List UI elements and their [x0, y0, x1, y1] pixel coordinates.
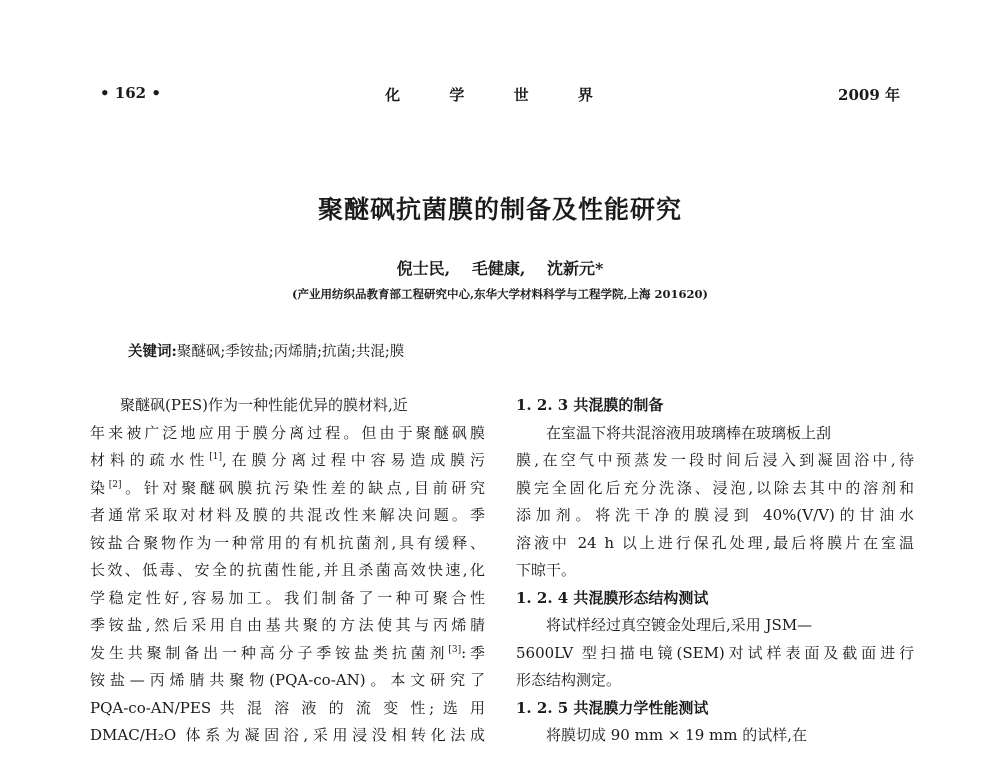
publication-year: 2009 年 — [838, 86, 900, 104]
section-heading: 1. 2. 3 共混膜的制备 — [516, 396, 664, 414]
text-line: 5600LV 型扫描电镜(SEM)对试样表面及截面进行 — [516, 643, 914, 662]
author-name: 沈新元* — [546, 259, 604, 278]
author-list — [0, 256, 1000, 279]
text-line: 学稳定性好,容易加工。我们制备了一种可聚合性 — [90, 588, 485, 607]
right-text-column — [516, 392, 914, 750]
text-line: 形态结构测定。 — [516, 671, 622, 689]
text-line: 膜,在空气中预蒸发一段时间后浸入到凝固浴中,待 — [516, 451, 914, 469]
text-line: DMAC/H₂O 体系为凝固浴,采用浸没相转化法成 — [90, 726, 485, 744]
section-heading: 1. 2. 5 共混膜力学性能测试 — [516, 698, 709, 717]
author-name: 毛健康, — [471, 259, 526, 278]
text-line: 材料的疏水性[1],在膜分离过程中容易造成膜污 — [90, 451, 485, 469]
text-line: PQA-co-AN/PES 共 混 溶 液 的 流 变 性; 选 用 — [90, 698, 485, 717]
text-line: 下晾干。 — [516, 561, 577, 579]
text-line: 长效、低毒、安全的抗菌性能,并且杀菌高效快速,化 — [90, 561, 485, 579]
text-line: 膜完全固化后充分洗涤、浸泡,以除去其中的溶剂和 — [516, 478, 914, 497]
author-name: 倪士民, — [396, 259, 451, 278]
citation-ref: [3] — [448, 644, 462, 655]
text-line: 溶液中 24 h 以上进行保孔处理,最后将膜片在室温 — [516, 533, 914, 552]
keywords-label: 关键词: — [128, 343, 177, 360]
text-line: 在室温下将共混溶液用玻璃棒在玻璃板上刮 — [546, 423, 832, 442]
text-line: 染[2]。针对聚醚砜膜抗污染性差的缺点,目前研究 — [90, 478, 485, 497]
text-line: 将试样经过真空镀金处理后,采用 JSM— — [546, 616, 813, 634]
left-text-column — [90, 392, 485, 750]
text-line: 季铵盐,然后采用自由基共聚的方法使其与丙烯腈 — [90, 616, 485, 634]
text-line: 铵盐合聚物作为一种常用的有机抗菌剂,具有缓释、 — [90, 533, 485, 552]
text-line: 铵盐—丙烯腈共聚物(PQA-co-AN)。本文研究了 — [90, 671, 485, 689]
text-line: 年来被广泛地应用于膜分离过程。但由于聚醚砜膜 — [90, 423, 485, 442]
citation-ref: [2] — [108, 479, 122, 490]
page-number: • 162 • — [100, 84, 161, 102]
author-affiliation: (产业用纺织品教育部工程研究中心,东华大学材料科学与工程学院,上海 201620) — [292, 287, 708, 301]
article-title: 聚醚砜抗菌膜的制备及性能研究 — [317, 195, 682, 224]
keywords-list: 聚醚砜;季铵盐;丙烯腈;抗菌;共混;膜 — [176, 344, 405, 360]
text-line: 者通常采取对材料及膜的共混改性来解决问题。季 — [90, 506, 485, 524]
keywords — [128, 340, 404, 361]
text-line: 将膜切成 90 mm × 19 mm 的试样,在 — [546, 726, 808, 744]
text-line: 添加剂。将洗干净的膜浸到 40%(V/V)的甘油水 — [516, 506, 914, 524]
section-heading: 1. 2. 4 共混膜形态结构测试 — [516, 588, 709, 607]
journal-name: 化 学 世 界 — [385, 86, 615, 104]
text-line: 发生共聚制备出一种高分子季铵盐类抗菌剂[3]:季 — [90, 643, 485, 662]
text-line: 聚醚砜(PES)作为一种性能优异的膜材料,近 — [120, 396, 408, 414]
citation-ref: [1] — [209, 452, 222, 462]
